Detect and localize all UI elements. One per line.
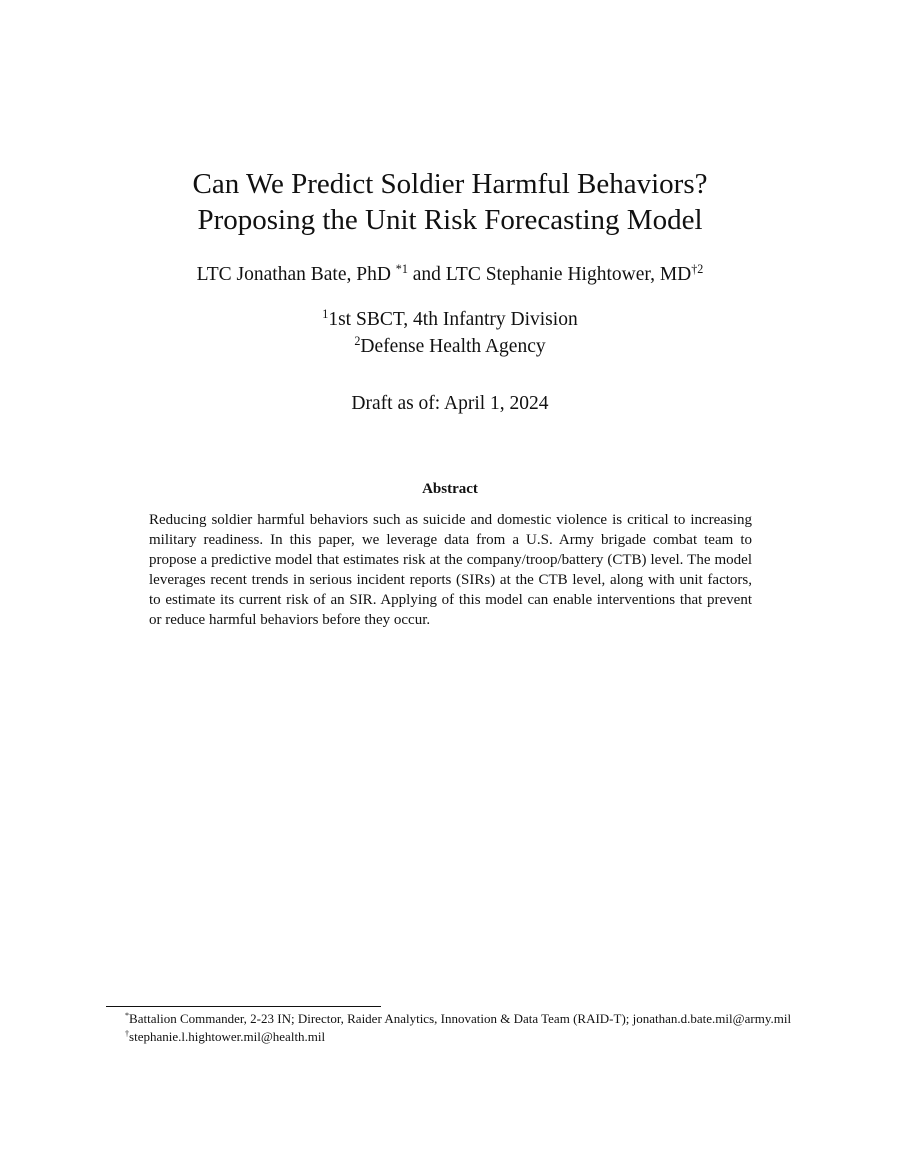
author-2-name: LTC Stephanie Hightower, MD <box>445 264 692 285</box>
affiliation-1-mark: 1 <box>322 306 329 321</box>
affiliation-2-mark: 2 <box>354 333 361 348</box>
abstract-heading: Abstract <box>422 481 478 497</box>
affiliation-1-name: 1st SBCT, 4th Infantry Division <box>328 309 578 330</box>
author-1-marks: *1 <box>395 261 408 276</box>
footnote-1-mark: * <box>125 1011 130 1021</box>
footnote-1-text: Battalion Commander, 2-23 IN; Director, Raider Analytics, Innovation & Data Team (RAID-T); jonathan.d.bate.mil@army.mil <box>129 1011 792 1026</box>
author-1-name: LTC Jonathan Bate, PhD <box>196 264 396 285</box>
affiliation-1 <box>0 306 900 333</box>
abstract-text: Reducing soldier harmful behaviors such as suicide and domestic violence is critical to increasing military readiness. In this paper, we leverage data from a U.S. Army brigade combat team to propose a predictive model that estimates risk at the company/troop/battery (CTB) level. The model leverages recent trends in serious incident reports (SIRs) at the CTB level, along with unit factors, to estimate its current risk of an SIR. Applying of this model can enable interventions that prevent or reduce harmful behaviors before they occur. <box>149 512 752 628</box>
affiliation-2-name: Defense Health Agency <box>360 336 546 357</box>
footnote-rule <box>106 1006 381 1007</box>
author-2-marks: †2 <box>691 261 704 276</box>
author-list <box>0 262 900 288</box>
author-conjunction: and <box>407 264 446 285</box>
draft-date: Draft as of: April 1, 2024 <box>351 393 549 414</box>
footnote-2 <box>106 1028 794 1046</box>
affiliation-2 <box>0 333 900 360</box>
footnotes <box>106 1010 794 1046</box>
footnote-1 <box>106 1010 794 1028</box>
title-line-1: Can We Predict Soldier Harmful Behaviors? <box>192 168 708 200</box>
affiliations <box>0 306 900 360</box>
footnote-2-mark: † <box>125 1029 130 1039</box>
footnote-2-text: stephanie.l.hightower.mil@health.mil <box>129 1029 326 1044</box>
title-line-2: Proposing the Unit Risk Forecasting Model <box>197 204 703 236</box>
paper-title <box>0 166 900 238</box>
